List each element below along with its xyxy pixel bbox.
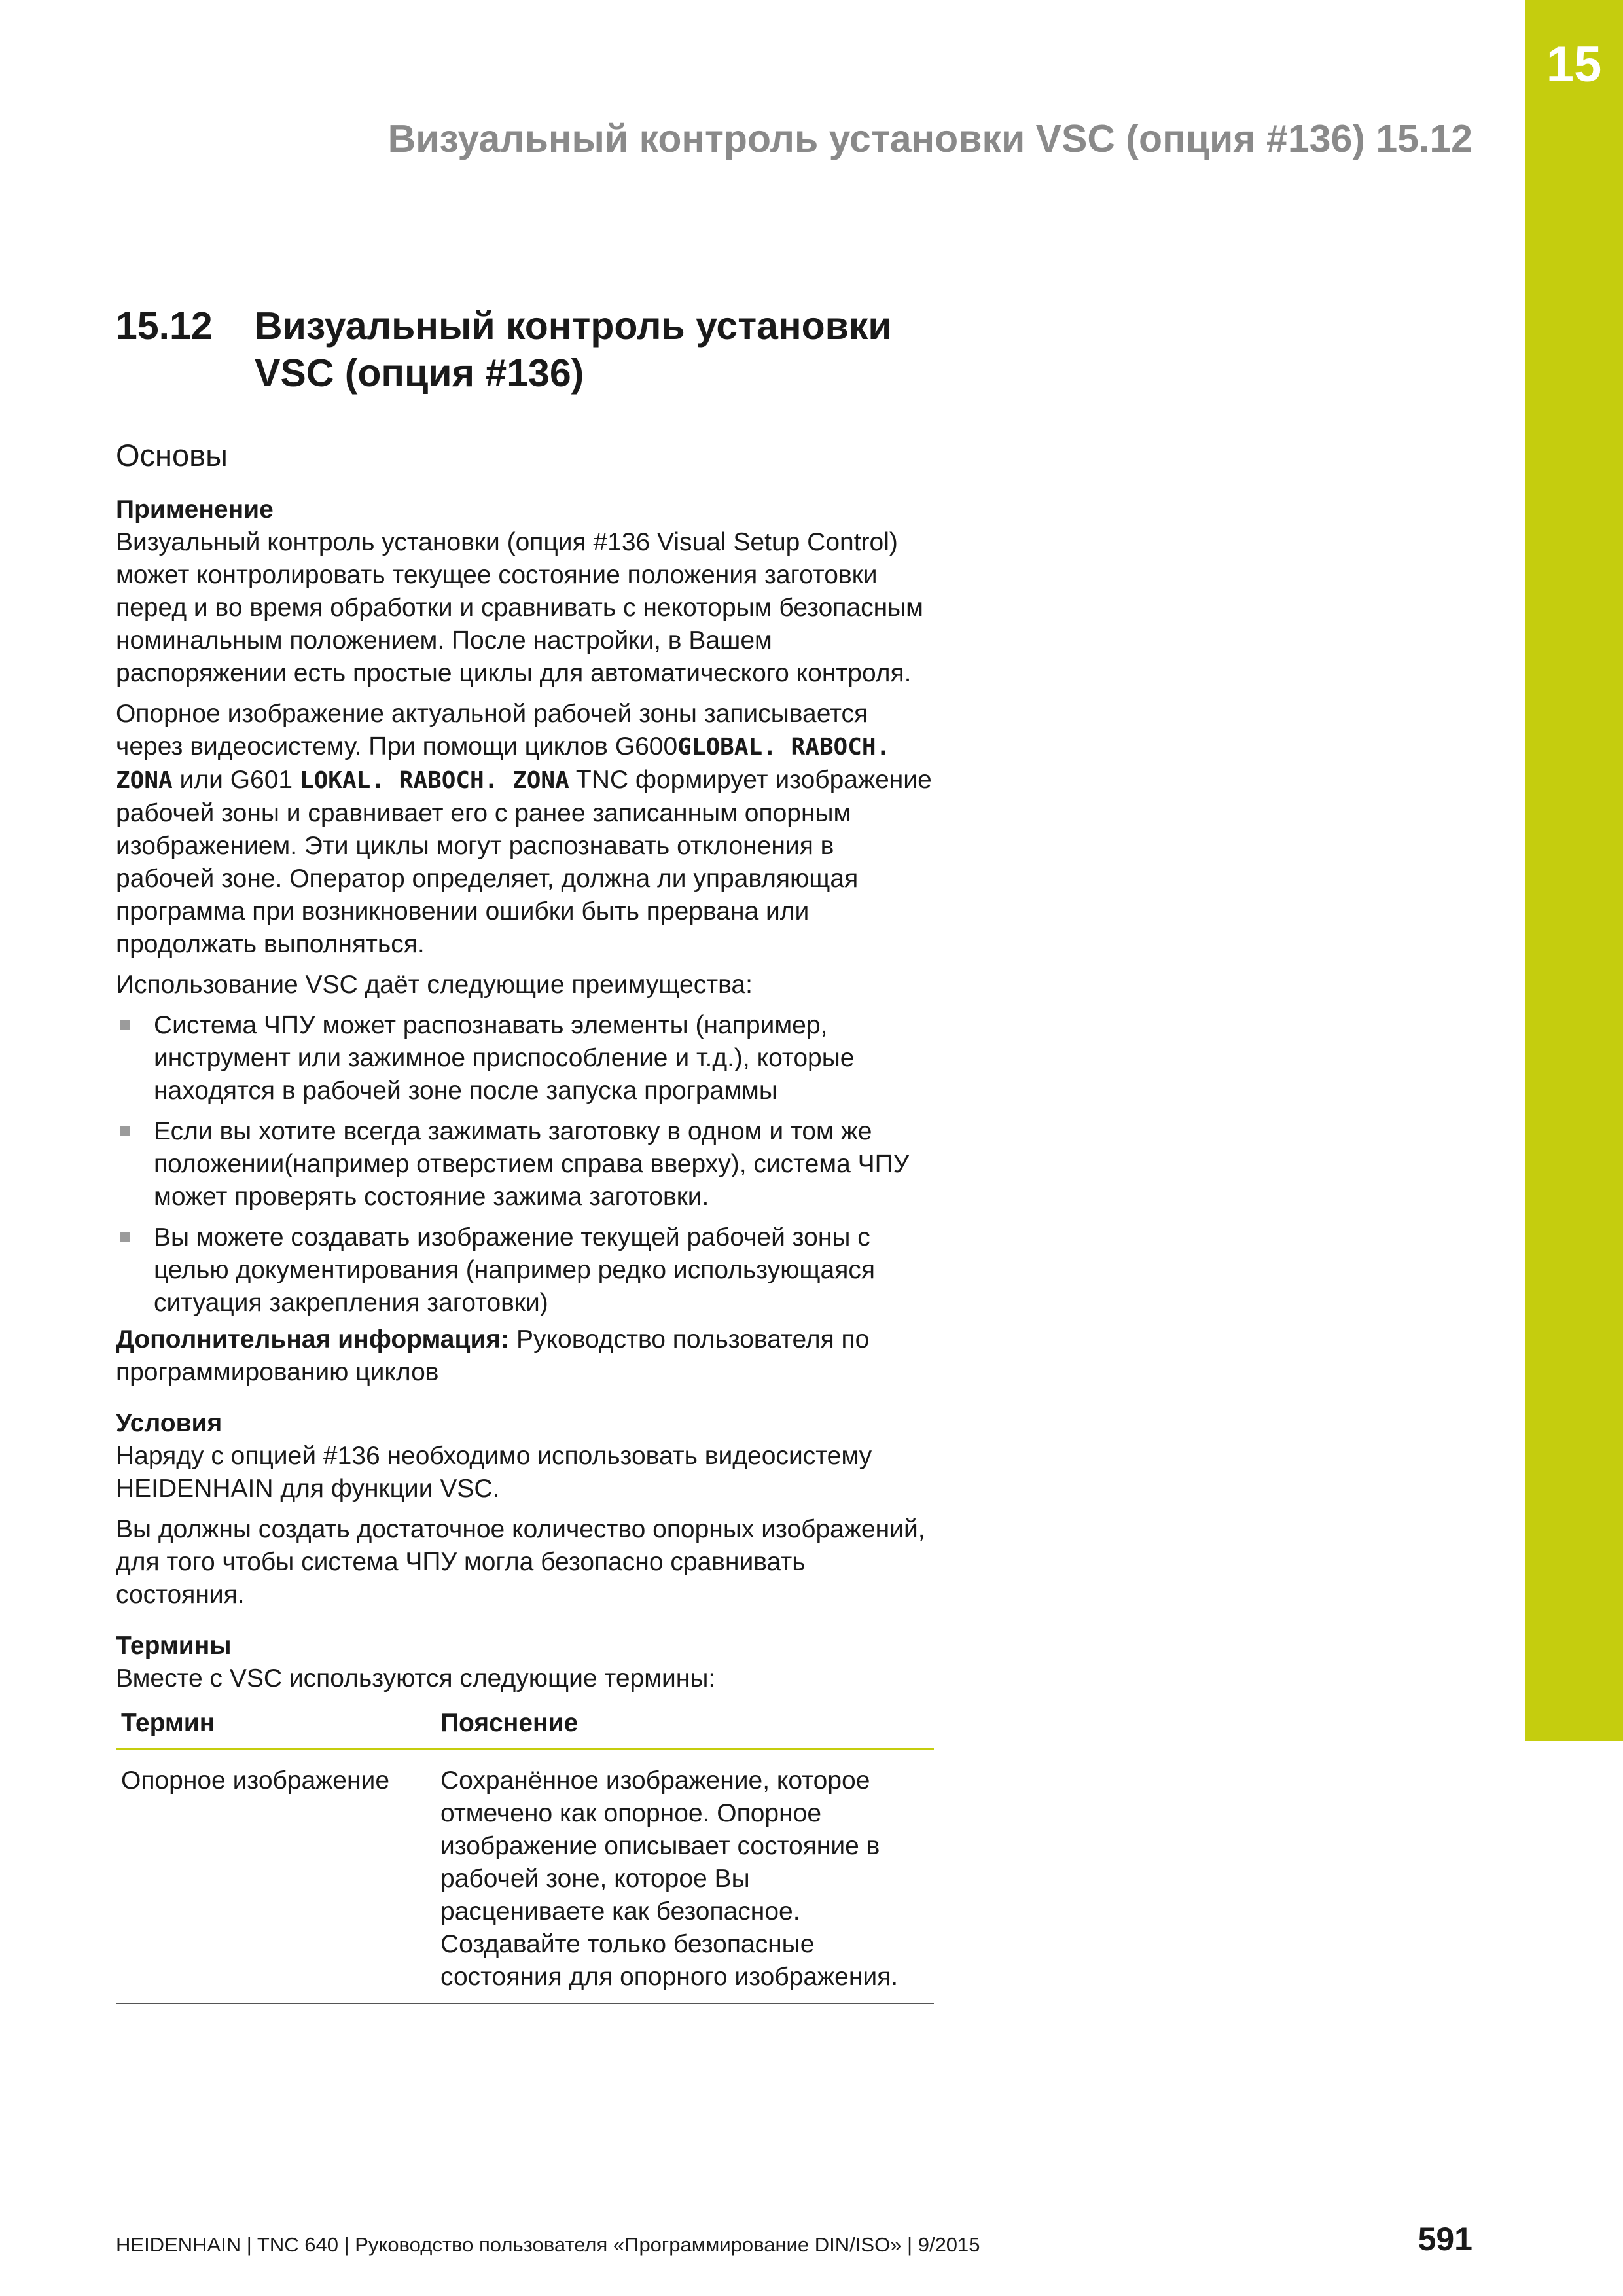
list-item [116, 1009, 934, 1107]
para2-text2: или G601 [172, 766, 300, 794]
para2-text1: Опорное изображение актуальной рабочей зоны записывается через видеосистему. При помощи циклов G600 [116, 700, 868, 761]
conditions-para1: Наряду с опцией #136 необходимо использовать видеосистему HEIDENHAIN для функции VSC. [116, 1442, 872, 1503]
section-title-line1: Визуальный контроль установки [255, 304, 892, 348]
section-title-text [255, 302, 892, 397]
main-content [116, 302, 934, 2004]
page-number: 591 [1418, 2221, 1472, 2257]
cycle-g600-name: GLOBAL. RABOCH. ZONA [116, 734, 891, 794]
application-para3: Использование VSC даёт следующие преимущества: [116, 971, 753, 999]
section-number: 15.12 [116, 304, 213, 348]
application-para2 [116, 698, 934, 961]
para2-text3: TNC формирует изображение рабочей зоны и сравнивает его с ранее записанным опорным изображением. Эти циклы могут распознавать отклонения в рабочей зоне. Оператор определяет, должна ли управляющая программа при возникновении ошибки быть прервана или продолжать выполняться. [116, 766, 932, 958]
terms-heading: Термины [116, 1632, 232, 1660]
list-item-text: Система ЧПУ может распознавать элементы (например, инструмент или зажимное приспособление и т.д.), которые находятся в рабочей зоне после запуска программы [154, 1011, 855, 1105]
terms-intro: Вместе с VSC используются следующие термины: [116, 1664, 716, 1693]
list-item [116, 1221, 934, 1319]
list-item-text: Если вы хотите всегда зажимать заготовку в одном и том же положении(например отверстием справа вверху), система ЧПУ может проверять состояние зажима заготовки. [154, 1117, 910, 1211]
chapter-number: 15 [1546, 37, 1602, 92]
terms-table [116, 1707, 934, 2004]
column-header-explanation: Пояснение [435, 1707, 934, 1749]
more-info-label: Дополнительная информация: [116, 1325, 510, 1354]
application-para1: Визуальный контроль установки (опция #136 Visual Setup Control) может контролировать текущее состояние положения заготовки перед и во время обработки и сравнивать с некоторым безопасным номинальным положением. После настройки, в Вашем распоряжении есть простые циклы для автоматического контроля. [116, 528, 923, 687]
advantages-list [116, 1009, 934, 1319]
square-bullet-icon [120, 1232, 130, 1242]
more-info [116, 1323, 934, 1389]
subsection-title: Основы [116, 438, 228, 473]
column-header-term: Термин [116, 1707, 435, 1749]
term-cell: Опорное изображение [116, 1749, 435, 2003]
application-heading: Применение [116, 495, 274, 524]
conditions-para2: Вы должны создать достаточное количество опорных изображений, для того чтобы система ЧПУ могла безопасно сравнивать состояния. [116, 1515, 925, 1609]
conditions-heading: Условия [116, 1409, 223, 1437]
chapter-tab [1525, 0, 1623, 1741]
footer-text: HEIDENHAIN | TNC 640 | Руководство пользователя «Программирование DIN/ISO» | 9/2015 [116, 2233, 980, 2256]
more-info-text: Руководство пользователя по программированию циклов [116, 1325, 870, 1386]
running-header: Визуальный контроль установки VSC (опция #136) 15.12 [387, 117, 1472, 160]
table-header-row [116, 1707, 934, 1749]
cycle-g601-name: LOKAL. RABOCH. ZONA [299, 767, 569, 794]
square-bullet-icon [120, 1020, 130, 1030]
section-title-line2: VSC (опция #136) [255, 351, 584, 395]
explanation-cell: Сохранённое изображение, которое отмечено как опорное. Опорное изображение описывает состояние в рабочей зоне, которое Вы расцениваете как безопасное. Создавайте только безопасные состояния для опорного изображения. [435, 1749, 934, 2003]
list-item-text: Вы можете создавать изображение текущей рабочей зоны с целью документирования (например редко использующаяся ситуация закрепления заготовки) [154, 1223, 875, 1317]
table-row [116, 1749, 934, 2003]
list-item [116, 1115, 934, 1213]
square-bullet-icon [120, 1126, 130, 1136]
section-title [116, 302, 934, 397]
